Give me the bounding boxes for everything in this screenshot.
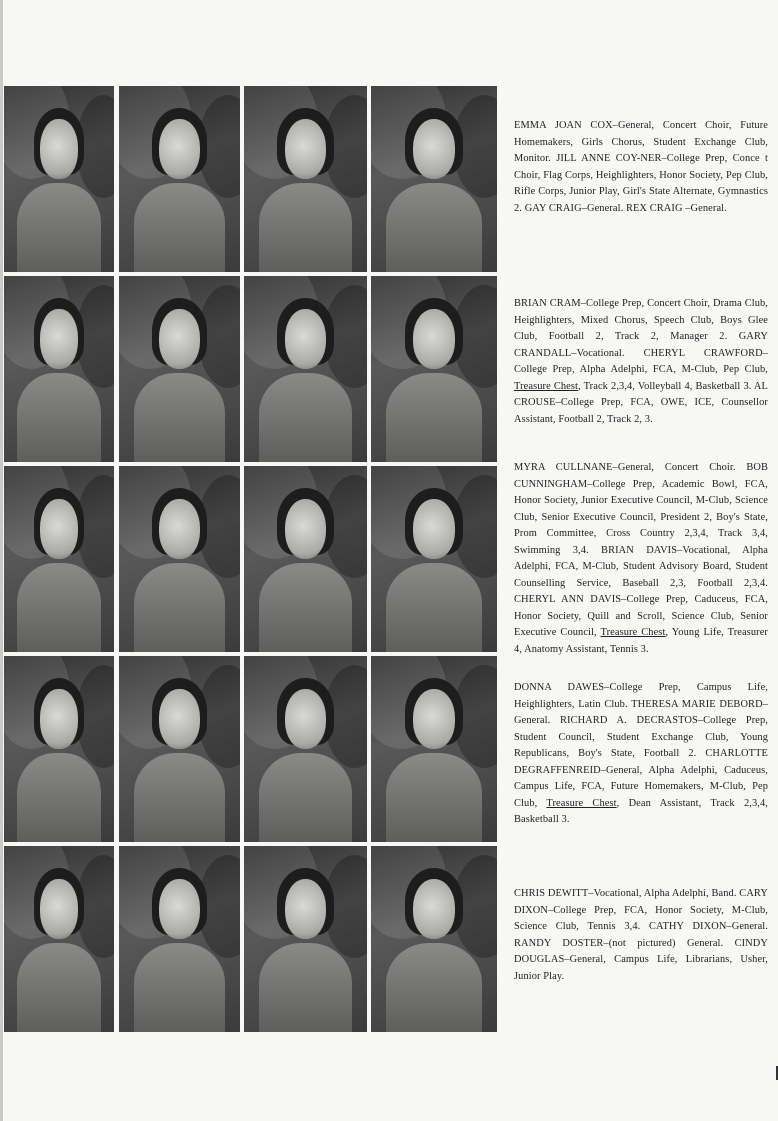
- caption-text: BRIAN CRAM–College Prep, Concert Choir, Drama Club, Heighlighters, Mixed Chorus, Speech Club, Boys Glee Club, Football 2, Track 2, Manager 2. GARY CRANDALL–Vocational. CHERYL CRAWFORD–College Prep, Alpha Adelphi, FCA, M-Club, Pep Club,: [514, 298, 768, 375]
- caption-row-5: [514, 886, 768, 985]
- portrait-photo: [371, 846, 497, 1032]
- portrait-photo: [244, 656, 367, 842]
- portrait-photo: [119, 846, 240, 1032]
- caption-text: CHRIS DEWITT–Vocational, Alpha Adelphi, Band. CARY DIXON–College Prep, FCA, Honor Society, M-Club, Science Club, Tennis 3,4. CATHY DIXON–General. RANDY DOSTER–(not pictured) General. CINDY DOUGLAS–General, Campus Life, Librarians, Usher, Junior Play.: [514, 888, 768, 982]
- portrait-photo: [119, 656, 240, 842]
- caption-row-4: [514, 680, 768, 829]
- portrait-photo: [371, 276, 497, 462]
- caption-row-1: [514, 118, 768, 217]
- page-edge: [0, 0, 3, 1121]
- portrait-photo: [244, 86, 367, 272]
- underlined-title: Treasure Chest: [600, 627, 666, 638]
- portrait-photo: [4, 846, 114, 1032]
- portrait-photo: [244, 846, 367, 1032]
- caption-text: MYRA CULLNANE–General, Concert Choir. BOB CUNNINGHAM–College Prep, Academic Bowl, FCA, Honor Society, Junior Executive Council, M-Club, Science Club, Senior Executive Council, President 2, Boy's State, Prom Committee, Cross Country 2,3,4, Track 3,4, Swimming 3,4. BRIAN DAVIS–Vocational, Alpha Adelphi, FCA, M-Club, Student Advisory Board, Student Counselling Service, Baseball 2,3, Football 2,3,4. CHERYL ANN DAVIS–College Prep, Caduceus, FCA, Honor Society, Quill and Scroll, Science Club, Senior Executive Council,: [514, 462, 768, 638]
- caption-text: , Track 2,3,4, Volleyball 4, Basketball 3. AL CROUSE–College Prep, FCA, OWE, ICE, Counsellor Assistant, Football 2, Track 2, 3.: [514, 380, 768, 425]
- portrait-photo: [244, 466, 367, 652]
- portrait-photo: [371, 86, 497, 272]
- portrait-photo: [119, 86, 240, 272]
- portrait-photo: [4, 276, 114, 462]
- portrait-photo: [4, 86, 114, 272]
- caption-text: DONNA DAWES–College Prep, Campus Life, Heighlighters, Latin Club. THERESA MARIE DEBORD–General. RICHARD A. DECRASTOS–College Prep, Student Council, Student Exchange Club, Young Republicans, Boy's State, Football 2. CHARLOTTE DEGRAFFENREID–General, Alpha Adelphi, Caduceus, Campus Life, FCA, Future Homemakers, M-Club, Pep Club,: [514, 682, 768, 809]
- underlined-title: Treasure Chest: [546, 797, 617, 809]
- caption-text: , Dean Assistant, Track 2,3,4, Basketball 3.: [514, 797, 768, 825]
- portrait-photo: [4, 656, 114, 842]
- caption-row-2: [514, 296, 768, 428]
- portrait-photo: [119, 276, 240, 462]
- underlined-title: Treasure Chest: [514, 380, 579, 392]
- portrait-photo: [119, 466, 240, 652]
- caption-row-3: [514, 460, 768, 658]
- portrait-photo: [371, 466, 497, 652]
- portrait-photo: [371, 656, 497, 842]
- portrait-photo: [244, 276, 367, 462]
- portrait-photo: [4, 466, 114, 652]
- caption-text: EMMA JOAN COX–General, Concert Choir, Future Homemakers, Girls Chorus, Student Exchange Club, Monitor. JILL ANNE COY-NER–College Prep, Conce t Choir, Flag Corps, Heighlighters, Honor Society, Pep Club, Rifle Corps, Junior Play, Girl's State Alternate, Gymnastics 2. GAY CRAIG–General. REX CRAIG –General.: [514, 120, 768, 214]
- caption-text: , Young Life, Treasurer 4, Anatomy Assistant, Tennis 3.: [514, 627, 768, 655]
